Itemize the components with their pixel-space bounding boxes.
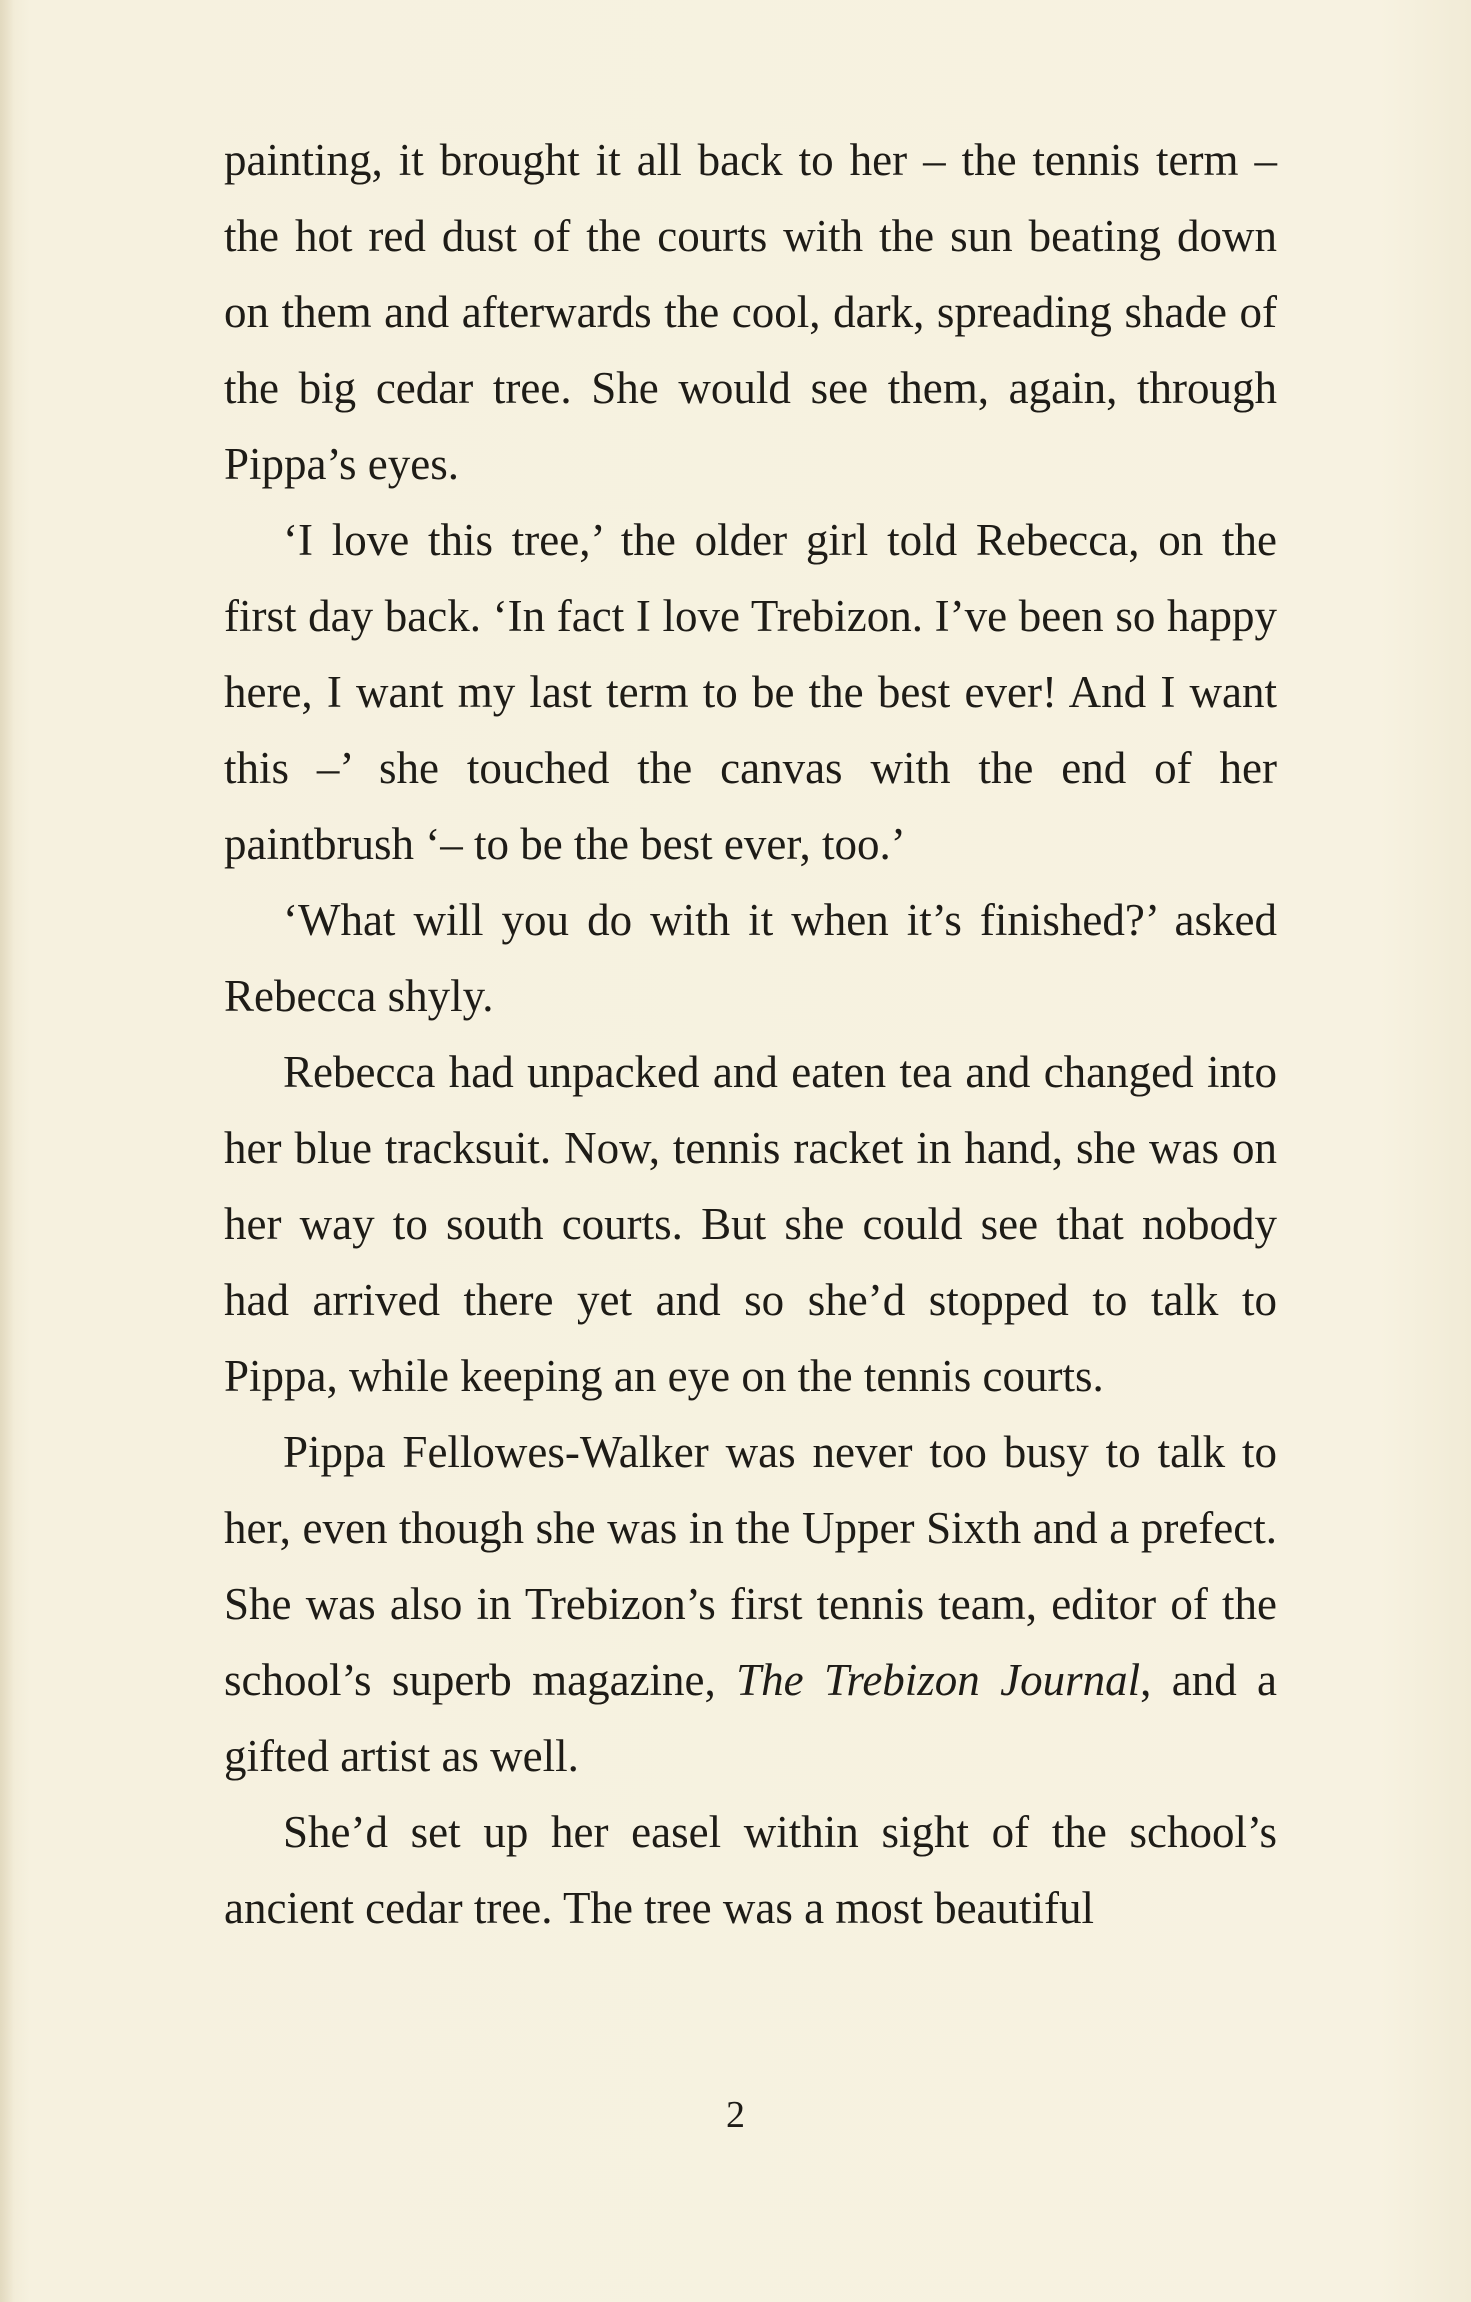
paragraph-text: , and a gifted artist as well. — [224, 1655, 1277, 1781]
paragraph — [224, 1414, 1277, 1794]
paragraph-text: Pippa Fellowes-Walker was never too busy to talk to her, even though she was in the Upper Sixth and a prefect. She was also in Trebizon’s first tennis team, editor of the school’s superb magazine, — [224, 1427, 1277, 1705]
paragraph: She’d set up her easel within sight of the school’s ancient cedar tree. The tree was a most beautiful — [224, 1807, 1277, 1933]
paragraph: Rebecca had unpacked and eaten tea and changed into her blue tracksuit. Now, tennis racket in hand, she was on her way to south courts. But she could see that nobody had arrived there yet and so she’d stopped to talk to Pippa, while keeping an eye on the tennis courts. — [224, 1047, 1277, 1401]
magazine-title: The Trebizon Journal — [736, 1655, 1141, 1705]
paragraph: ‘I love this tree,’ the older girl told Rebecca, on the first day back. ‘In fact I love Trebizon. I’ve been so happy here, I want my last term to be the best ever! And I want this –’ she touched the canvas with the end of her paintbrush ‘– to be the best ever, too.’ — [224, 515, 1277, 869]
paragraph: painting, it brought it all back to her – the tennis term – the hot red dust of the courts with the sun beating down on them and afterwards the cool, dark, spreading shade of the big cedar tree. She would see them, again, through Pippa’s eyes. — [224, 135, 1277, 489]
body-text — [224, 122, 1277, 1946]
page-gutter-shadow — [0, 0, 14, 2302]
paragraph: ‘What will you do with it when it’s finished?’ asked Rebecca shyly. — [224, 895, 1277, 1021]
page-number: 2 — [726, 2094, 745, 2136]
